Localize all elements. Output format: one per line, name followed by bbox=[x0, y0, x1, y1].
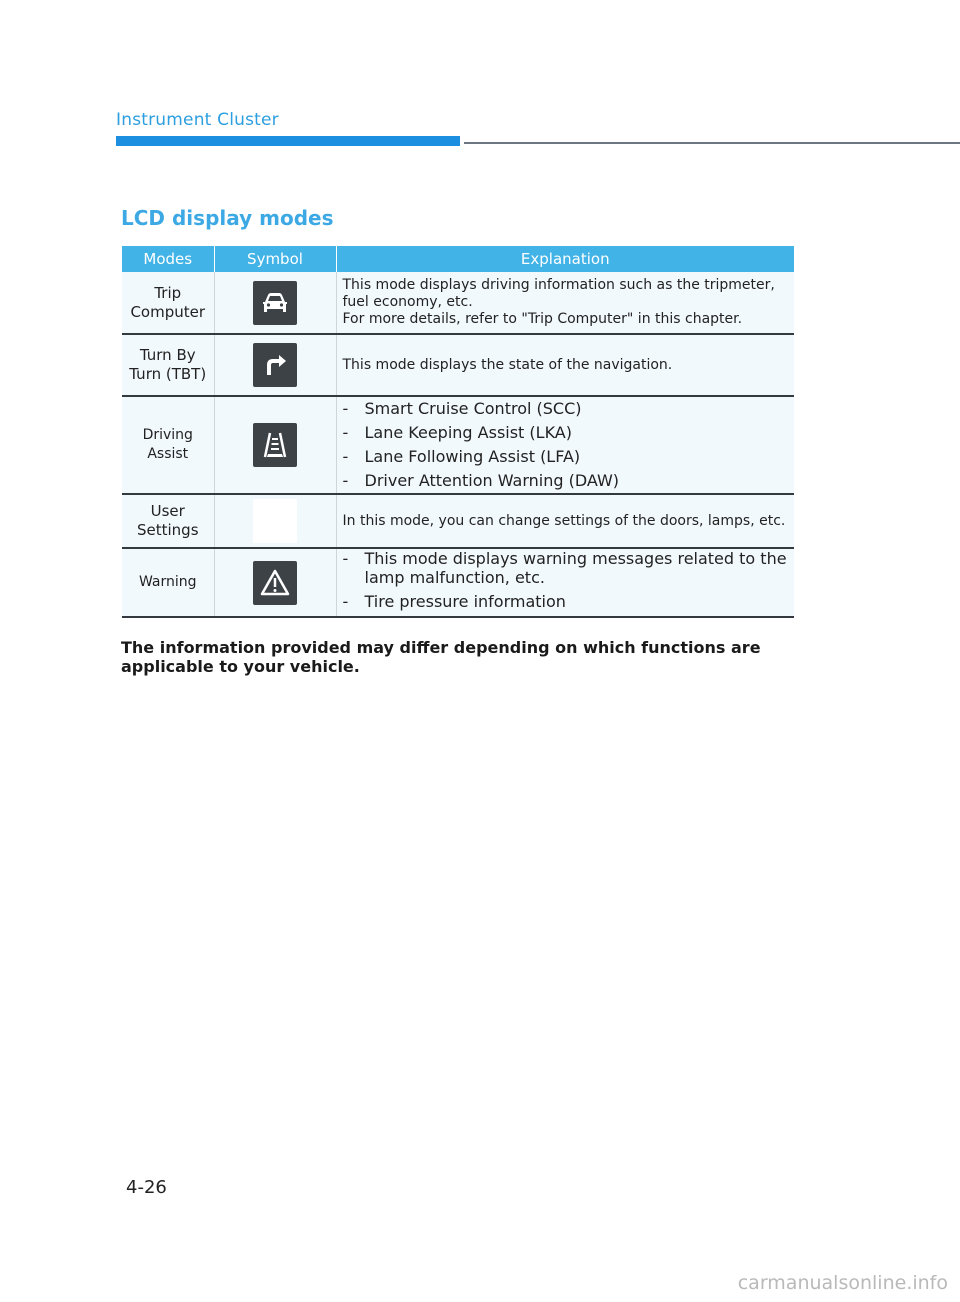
table-row bbox=[122, 494, 794, 548]
bullet-item: - Tire pressure information bbox=[343, 592, 789, 611]
bullet-item: - Driver Attention Warning (DAW) bbox=[343, 469, 789, 493]
mode-name: Warning bbox=[122, 548, 214, 617]
modes-table bbox=[122, 246, 794, 618]
mode-name: Turn By Turn (TBT) bbox=[122, 334, 214, 396]
explanation-text: This mode displays driving information such as the tripmeter, fuel economy, etc. bbox=[342, 277, 775, 310]
bullet-item: - Lane Keeping Assist (LKA) bbox=[343, 421, 789, 445]
watermark: carmanualsonline.info bbox=[737, 1272, 948, 1294]
mode-name: Trip Computer bbox=[122, 272, 214, 334]
page-number: 4-26 bbox=[126, 1177, 167, 1198]
column-header-modes: Modes bbox=[122, 246, 214, 272]
page-heading: LCD display modes bbox=[121, 206, 334, 230]
turn-right-arrow-icon bbox=[253, 343, 297, 387]
bullet-item: - Smart Cruise Control (SCC) bbox=[343, 397, 789, 421]
bullet-item: - Lane Following Assist (LFA) bbox=[343, 445, 789, 469]
explanation-text: For more details, refer to "Trip Computer" in this chapter. bbox=[342, 311, 743, 327]
column-header-symbol: Symbol bbox=[214, 246, 336, 272]
column-header-explanation: Explanation bbox=[336, 246, 794, 272]
warning-triangle-icon bbox=[253, 561, 297, 605]
car-icon bbox=[253, 281, 297, 325]
mode-name: Driving Assist bbox=[122, 396, 214, 494]
table-row bbox=[122, 396, 794, 494]
bullet-item: - This mode displays warning messages related to the lamp malfunction, etc. bbox=[343, 549, 789, 587]
table-row bbox=[122, 334, 794, 396]
header-rule bbox=[464, 142, 960, 144]
table-row bbox=[122, 272, 794, 334]
blank-icon bbox=[253, 499, 297, 543]
applicability-note: The information provided may differ depending on which functions are applicable to your vehicle. bbox=[121, 638, 761, 676]
explanation-text: This mode displays the state of the navigation. bbox=[342, 356, 673, 373]
header-accent-bar bbox=[116, 136, 460, 146]
mode-name: User Settings bbox=[122, 494, 214, 548]
lane-assist-icon bbox=[253, 423, 297, 467]
table-header-row bbox=[122, 246, 794, 272]
section-title: Instrument Cluster bbox=[116, 110, 279, 130]
explanation-text: In this mode, you can change settings of the doors, lamps, etc. bbox=[342, 512, 786, 529]
table-row bbox=[122, 548, 794, 617]
